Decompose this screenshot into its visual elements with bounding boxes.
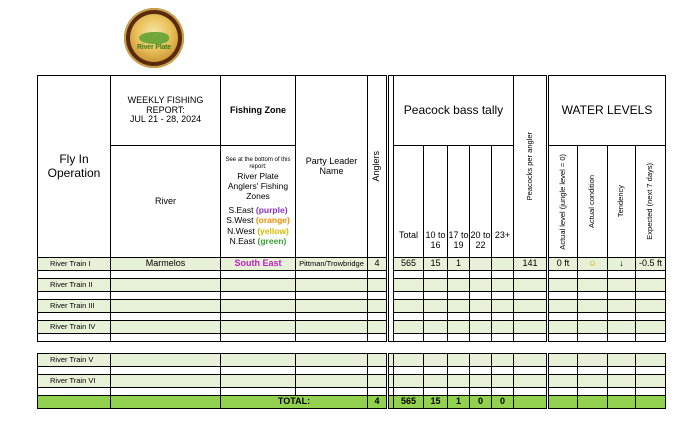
fishing-report-table-lower <box>37 353 666 409</box>
river-header: River <box>111 146 221 258</box>
table-row: River Train V <box>38 354 666 367</box>
table-row: River Train IV <box>38 321 666 334</box>
peacock-tally-header: Peacock bass tally <box>394 76 514 146</box>
totals-row: TOTAL: 4 565 15 1 0 0 <box>38 396 666 409</box>
actual-level-header: Actual level (jungle level = 0) <box>548 146 578 258</box>
actual-condition-header: Actual condition <box>578 146 608 258</box>
fly-in-header: Fly In Operation <box>38 76 111 258</box>
anglers-header: Anglers <box>368 76 388 258</box>
zones-legend: See at the bottom of this report: River Plate Anglers' Fishing Zones S.East (purple) S.West (orange) N.West (yellow) N.East (green) <box>221 146 296 258</box>
expected-header: Expected (next 7 days) <box>636 146 666 258</box>
peacocks-per-angler-header: Peacocks per angler <box>514 76 548 258</box>
river-plate-anglers-logo: River Plate <box>124 8 184 68</box>
table-row: River Train VI <box>38 375 666 388</box>
party-leader-header: Party Leader Name <box>296 76 368 258</box>
fishing-report-table <box>37 75 666 342</box>
tally-17-19-header: 17 to 19 <box>448 146 470 258</box>
water-levels-header: WATER LEVELS <box>548 76 666 146</box>
arrow-down-icon: ↓ <box>608 258 636 271</box>
tally-total-header: Total <box>394 146 424 258</box>
tally-10-16-header: 10 to 16 <box>424 146 448 258</box>
tally-23-plus-header: 23+ <box>492 146 514 258</box>
table-row: River Train III <box>38 300 666 313</box>
tendency-header: Tendency <box>608 146 636 258</box>
table-row: River Train II <box>38 279 666 292</box>
table-row: River Train I Marmelos South East Pittman/Trowbridge 4 565 15 1 141 0 ft ☺ ↓ -0.5 ft <box>38 258 666 271</box>
fishing-zone-header: Fishing Zone <box>221 76 296 146</box>
tally-20-22-header: 20 to 22 <box>470 146 492 258</box>
smiley-icon: ☺ <box>578 258 608 271</box>
report-title: WEEKLY FISHING REPORT: JUL 21 - 28, 2024 <box>111 76 221 146</box>
